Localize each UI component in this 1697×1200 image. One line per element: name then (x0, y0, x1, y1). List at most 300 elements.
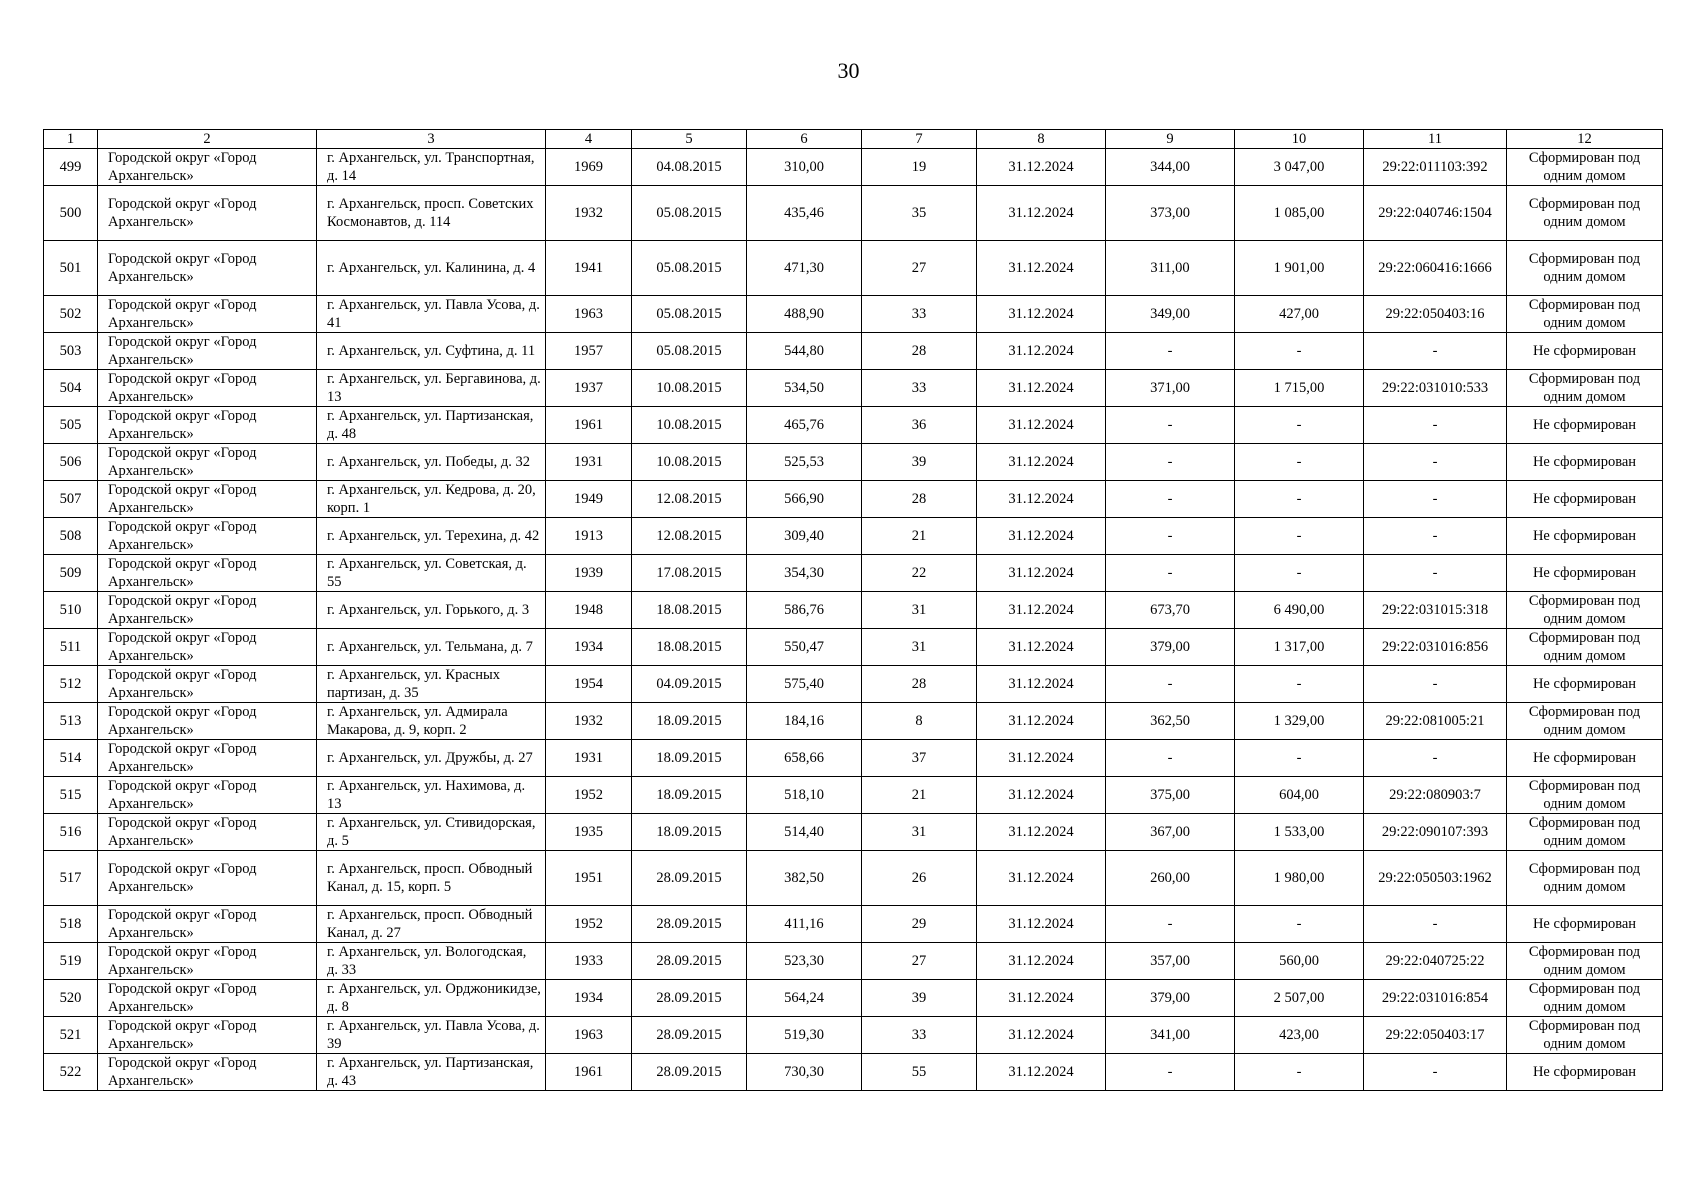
municipality-cell: Городской округ «Город Архангельск» (98, 333, 317, 370)
address-cell: г. Архангельск, ул. Кедрова, д. 20, корп. 1 (317, 481, 546, 518)
address-cell: г. Архангельск, ул. Терехина, д. 42 (317, 518, 546, 555)
municipality-cell: Городской округ «Город Архангельск» (98, 740, 317, 777)
land-plot-area-cell: - (1235, 555, 1364, 592)
recognition-date-cell: 04.09.2015 (632, 666, 747, 703)
land-area-cell: 373,00 (1106, 186, 1235, 241)
row-number-cell: 518 (44, 906, 98, 943)
cadastral-number-cell: 29:22:060416:1666 (1364, 241, 1507, 296)
address-cell: г. Архангельск, ул. Советская, д. 55 (317, 555, 546, 592)
column-header: 3 (317, 130, 546, 149)
land-plot-area-cell: 3 047,00 (1235, 149, 1364, 186)
municipality-cell: Городской округ «Город Архангельск» (98, 296, 317, 333)
residents-count-cell: 31 (862, 629, 977, 666)
year-built-cell: 1949 (546, 481, 632, 518)
land-status-cell: Сформирован под одним домом (1507, 241, 1663, 296)
land-area-cell: - (1106, 1054, 1235, 1091)
residents-count-cell: 28 (862, 666, 977, 703)
page-number: 30 (837, 58, 860, 83)
column-header: 8 (977, 130, 1106, 149)
row-number-cell: 508 (44, 518, 98, 555)
year-built-cell: 1934 (546, 980, 632, 1017)
address-cell: г. Архангельск, ул. Павла Усова, д. 41 (317, 296, 546, 333)
address-cell: г. Архангельск, ул. Калинина, д. 4 (317, 241, 546, 296)
land-area-cell: - (1106, 555, 1235, 592)
column-header: 6 (747, 130, 862, 149)
municipality-cell: Городской округ «Город Архангельск» (98, 703, 317, 740)
year-built-cell: 1933 (546, 943, 632, 980)
table-row (44, 740, 1663, 777)
table-row (44, 777, 1663, 814)
cadastral-number-cell: 29:22:031016:856 (1364, 629, 1507, 666)
residents-count-cell: 22 (862, 555, 977, 592)
land-area-cell: 341,00 (1106, 1017, 1235, 1054)
column-header: 2 (98, 130, 317, 149)
address-cell: г. Архангельск, ул. Адмирала Макарова, д. 9, корп. 2 (317, 703, 546, 740)
address-cell: г. Архангельск, ул. Горького, д. 3 (317, 592, 546, 629)
resettlement-deadline-cell: 31.12.2024 (977, 740, 1106, 777)
land-plot-area-cell: - (1235, 444, 1364, 481)
address-cell: г. Архангельск, ул. Орджоникидзе, д. 8 (317, 980, 546, 1017)
cadastral-number-cell: 29:22:040725:22 (1364, 943, 1507, 980)
recognition-date-cell: 05.08.2015 (632, 333, 747, 370)
address-cell: г. Архангельск, ул. Суфтина, д. 11 (317, 333, 546, 370)
row-number-cell: 512 (44, 666, 98, 703)
table-row (44, 943, 1663, 980)
row-number-cell: 513 (44, 703, 98, 740)
table-row (44, 1017, 1663, 1054)
year-built-cell: 1932 (546, 703, 632, 740)
table-row (44, 629, 1663, 666)
municipality-cell: Городской округ «Город Архангельск» (98, 980, 317, 1017)
land-status-cell: Не сформирован (1507, 1054, 1663, 1091)
table-row (44, 666, 1663, 703)
municipality-cell: Городской округ «Город Архангельск» (98, 241, 317, 296)
municipality-cell: Городской округ «Город Архангельск» (98, 851, 317, 906)
resettlement-deadline-cell: 31.12.2024 (977, 777, 1106, 814)
land-status-cell: Сформирован под одним домом (1507, 814, 1663, 851)
resettlement-deadline-cell: 31.12.2024 (977, 851, 1106, 906)
cadastral-number-cell: 29:22:080903:7 (1364, 777, 1507, 814)
land-area-cell: 311,00 (1106, 241, 1235, 296)
land-status-cell: Не сформирован (1507, 518, 1663, 555)
cadastral-number-cell: - (1364, 444, 1507, 481)
year-built-cell: 1952 (546, 777, 632, 814)
living-area-cell: 586,76 (747, 592, 862, 629)
column-header: 5 (632, 130, 747, 149)
recognition-date-cell: 05.08.2015 (632, 186, 747, 241)
cadastral-number-cell: 29:22:031016:854 (1364, 980, 1507, 1017)
table-row (44, 444, 1663, 481)
residents-count-cell: 27 (862, 943, 977, 980)
land-status-cell: Не сформирован (1507, 906, 1663, 943)
row-number-cell: 505 (44, 407, 98, 444)
recognition-date-cell: 18.08.2015 (632, 592, 747, 629)
row-number-cell: 501 (44, 241, 98, 296)
recognition-date-cell: 05.08.2015 (632, 241, 747, 296)
resettlement-deadline-cell: 31.12.2024 (977, 444, 1106, 481)
land-status-cell: Не сформирован (1507, 666, 1663, 703)
cadastral-number-cell: 29:22:090107:393 (1364, 814, 1507, 851)
resettlement-deadline-cell: 31.12.2024 (977, 481, 1106, 518)
living-area-cell: 544,80 (747, 333, 862, 370)
recognition-date-cell: 18.09.2015 (632, 740, 747, 777)
cadastral-number-cell: 29:22:011103:392 (1364, 149, 1507, 186)
row-number-cell: 520 (44, 980, 98, 1017)
table-row (44, 814, 1663, 851)
cadastral-number-cell: 29:22:050503:1962 (1364, 851, 1507, 906)
land-area-cell: 344,00 (1106, 149, 1235, 186)
recognition-date-cell: 18.09.2015 (632, 777, 747, 814)
living-area-cell: 564,24 (747, 980, 862, 1017)
address-cell: г. Архангельск, просп. Советских Космонавтов, д. 114 (317, 186, 546, 241)
residents-count-cell: 39 (862, 980, 977, 1017)
address-cell: г. Архангельск, ул. Дружбы, д. 27 (317, 740, 546, 777)
residents-count-cell: 33 (862, 1017, 977, 1054)
land-status-cell: Сформирован под одним домом (1507, 851, 1663, 906)
cadastral-number-cell: 29:22:031015:318 (1364, 592, 1507, 629)
living-area-cell: 465,76 (747, 407, 862, 444)
recognition-date-cell: 12.08.2015 (632, 481, 747, 518)
year-built-cell: 1963 (546, 1017, 632, 1054)
address-cell: г. Архангельск, ул. Тельмана, д. 7 (317, 629, 546, 666)
municipality-cell: Городской округ «Город Архангельск» (98, 407, 317, 444)
land-plot-area-cell: - (1235, 906, 1364, 943)
table-row (44, 481, 1663, 518)
land-plot-area-cell: - (1235, 666, 1364, 703)
resettlement-deadline-cell: 31.12.2024 (977, 666, 1106, 703)
row-number-cell: 519 (44, 943, 98, 980)
column-header: 7 (862, 130, 977, 149)
land-plot-area-cell: 1 317,00 (1235, 629, 1364, 666)
cadastral-number-cell: 29:22:040746:1504 (1364, 186, 1507, 241)
municipality-cell: Городской округ «Город Архангельск» (98, 906, 317, 943)
resettlement-deadline-cell: 31.12.2024 (977, 333, 1106, 370)
resettlement-deadline-cell: 31.12.2024 (977, 149, 1106, 186)
land-plot-area-cell: - (1235, 407, 1364, 444)
municipality-cell: Городской округ «Город Архангельск» (98, 481, 317, 518)
land-area-cell: 362,50 (1106, 703, 1235, 740)
land-status-cell: Сформирован под одним домом (1507, 980, 1663, 1017)
residents-count-cell: 35 (862, 186, 977, 241)
resettlement-deadline-cell: 31.12.2024 (977, 241, 1106, 296)
column-header: 10 (1235, 130, 1364, 149)
living-area-cell: 658,66 (747, 740, 862, 777)
row-number-cell: 507 (44, 481, 98, 518)
column-header: 4 (546, 130, 632, 149)
living-area-cell: 411,16 (747, 906, 862, 943)
land-status-cell: Не сформирован (1507, 444, 1663, 481)
living-area-cell: 310,00 (747, 149, 862, 186)
land-status-cell: Сформирован под одним домом (1507, 296, 1663, 333)
year-built-cell: 1952 (546, 906, 632, 943)
resettlement-deadline-cell: 31.12.2024 (977, 1054, 1106, 1091)
row-number-cell: 514 (44, 740, 98, 777)
table-row (44, 592, 1663, 629)
column-header: 1 (44, 130, 98, 149)
residents-count-cell: 39 (862, 444, 977, 481)
resettlement-deadline-cell: 31.12.2024 (977, 407, 1106, 444)
living-area-cell: 575,40 (747, 666, 862, 703)
table-row (44, 703, 1663, 740)
row-number-cell: 504 (44, 370, 98, 407)
address-cell: г. Архангельск, ул. Красных партизан, д. 35 (317, 666, 546, 703)
land-status-cell: Сформирован под одним домом (1507, 629, 1663, 666)
living-area-cell: 519,30 (747, 1017, 862, 1054)
land-area-cell: - (1106, 666, 1235, 703)
land-status-cell: Сформирован под одним домом (1507, 186, 1663, 241)
cadastral-number-cell: - (1364, 740, 1507, 777)
recognition-date-cell: 10.08.2015 (632, 444, 747, 481)
residents-count-cell: 27 (862, 241, 977, 296)
living-area-cell: 523,30 (747, 943, 862, 980)
land-area-cell: 371,00 (1106, 370, 1235, 407)
resettlement-deadline-cell: 31.12.2024 (977, 980, 1106, 1017)
resettlement-deadline-cell: 31.12.2024 (977, 1017, 1106, 1054)
table-row (44, 980, 1663, 1017)
land-plot-area-cell: 560,00 (1235, 943, 1364, 980)
municipality-cell: Городской округ «Город Архангельск» (98, 555, 317, 592)
cadastral-number-cell: 29:22:031010:533 (1364, 370, 1507, 407)
municipality-cell: Городской округ «Город Архангельск» (98, 444, 317, 481)
land-area-cell: - (1106, 333, 1235, 370)
table-row (44, 241, 1663, 296)
recognition-date-cell: 28.09.2015 (632, 851, 747, 906)
resettlement-deadline-cell: 31.12.2024 (977, 186, 1106, 241)
land-plot-area-cell: 1 980,00 (1235, 851, 1364, 906)
land-area-cell: - (1106, 740, 1235, 777)
resettlement-deadline-cell: 31.12.2024 (977, 555, 1106, 592)
recognition-date-cell: 18.09.2015 (632, 703, 747, 740)
year-built-cell: 1969 (546, 149, 632, 186)
land-plot-area-cell: 423,00 (1235, 1017, 1364, 1054)
row-number-cell: 516 (44, 814, 98, 851)
table-header (44, 130, 1663, 149)
year-built-cell: 1961 (546, 1054, 632, 1091)
row-number-cell: 510 (44, 592, 98, 629)
row-number-cell: 511 (44, 629, 98, 666)
living-area-cell: 354,30 (747, 555, 862, 592)
resettlement-deadline-cell: 31.12.2024 (977, 518, 1106, 555)
land-area-cell: 349,00 (1106, 296, 1235, 333)
year-built-cell: 1939 (546, 555, 632, 592)
land-status-cell: Не сформирован (1507, 481, 1663, 518)
land-plot-area-cell: 427,00 (1235, 296, 1364, 333)
table-row (44, 555, 1663, 592)
year-built-cell: 1963 (546, 296, 632, 333)
land-status-cell: Сформирован под одним домом (1507, 703, 1663, 740)
land-area-cell: 375,00 (1106, 777, 1235, 814)
land-plot-area-cell: - (1235, 481, 1364, 518)
table-body (44, 149, 1663, 1091)
residents-count-cell: 37 (862, 740, 977, 777)
residents-count-cell: 31 (862, 814, 977, 851)
recognition-date-cell: 18.08.2015 (632, 629, 747, 666)
land-area-cell: 260,00 (1106, 851, 1235, 906)
recognition-date-cell: 28.09.2015 (632, 906, 747, 943)
row-number-cell: 517 (44, 851, 98, 906)
cadastral-number-cell: - (1364, 555, 1507, 592)
municipality-cell: Городской округ «Город Архангельск» (98, 629, 317, 666)
residents-count-cell: 33 (862, 370, 977, 407)
housing-registry-table (43, 129, 1663, 1091)
row-number-cell: 502 (44, 296, 98, 333)
land-area-cell: 673,70 (1106, 592, 1235, 629)
residents-count-cell: 26 (862, 851, 977, 906)
land-status-cell: Не сформирован (1507, 407, 1663, 444)
municipality-cell: Городской округ «Город Архангельск» (98, 666, 317, 703)
land-status-cell: Не сформирован (1507, 333, 1663, 370)
land-plot-area-cell: - (1235, 518, 1364, 555)
land-status-cell: Сформирован под одним домом (1507, 943, 1663, 980)
land-plot-area-cell: 1 715,00 (1235, 370, 1364, 407)
resettlement-deadline-cell: 31.12.2024 (977, 703, 1106, 740)
column-header: 9 (1106, 130, 1235, 149)
municipality-cell: Городской округ «Город Архангельск» (98, 592, 317, 629)
table-row (44, 407, 1663, 444)
municipality-cell: Городской округ «Город Архангельск» (98, 370, 317, 407)
land-area-cell: - (1106, 481, 1235, 518)
residents-count-cell: 33 (862, 296, 977, 333)
address-cell: г. Архангельск, ул. Павла Усова, д. 39 (317, 1017, 546, 1054)
year-built-cell: 1941 (546, 241, 632, 296)
living-area-cell: 730,30 (747, 1054, 862, 1091)
land-area-cell: 357,00 (1106, 943, 1235, 980)
municipality-cell: Городской округ «Город Архангельск» (98, 943, 317, 980)
year-built-cell: 1954 (546, 666, 632, 703)
cadastral-number-cell: - (1364, 906, 1507, 943)
address-cell: г. Архангельск, ул. Партизанская, д. 43 (317, 1054, 546, 1091)
cadastral-number-cell: - (1364, 1054, 1507, 1091)
living-area-cell: 488,90 (747, 296, 862, 333)
year-built-cell: 1948 (546, 592, 632, 629)
residents-count-cell: 28 (862, 333, 977, 370)
living-area-cell: 518,10 (747, 777, 862, 814)
residents-count-cell: 29 (862, 906, 977, 943)
land-plot-area-cell: 2 507,00 (1235, 980, 1364, 1017)
year-built-cell: 1937 (546, 370, 632, 407)
land-plot-area-cell: 1 329,00 (1235, 703, 1364, 740)
resettlement-deadline-cell: 31.12.2024 (977, 943, 1106, 980)
row-number-cell: 509 (44, 555, 98, 592)
resettlement-deadline-cell: 31.12.2024 (977, 592, 1106, 629)
residents-count-cell: 28 (862, 481, 977, 518)
residents-count-cell: 21 (862, 518, 977, 555)
recognition-date-cell: 17.08.2015 (632, 555, 747, 592)
land-area-cell: 379,00 (1106, 629, 1235, 666)
land-status-cell: Не сформирован (1507, 740, 1663, 777)
column-header: 12 (1507, 130, 1663, 149)
year-built-cell: 1934 (546, 629, 632, 666)
residents-count-cell: 31 (862, 592, 977, 629)
table-row (44, 1054, 1663, 1091)
cadastral-number-cell: 29:22:050403:17 (1364, 1017, 1507, 1054)
living-area-cell: 550,47 (747, 629, 862, 666)
living-area-cell: 534,50 (747, 370, 862, 407)
recognition-date-cell: 28.09.2015 (632, 943, 747, 980)
land-status-cell: Сформирован под одним домом (1507, 1017, 1663, 1054)
recognition-date-cell: 28.09.2015 (632, 980, 747, 1017)
recognition-date-cell: 12.08.2015 (632, 518, 747, 555)
table-row (44, 370, 1663, 407)
land-plot-area-cell: - (1235, 333, 1364, 370)
row-number-cell: 499 (44, 149, 98, 186)
row-number-cell: 515 (44, 777, 98, 814)
year-built-cell: 1957 (546, 333, 632, 370)
land-plot-area-cell: 1 533,00 (1235, 814, 1364, 851)
land-plot-area-cell: 1 901,00 (1235, 241, 1364, 296)
land-area-cell: - (1106, 518, 1235, 555)
municipality-cell: Городской округ «Город Архангельск» (98, 814, 317, 851)
row-number-cell: 506 (44, 444, 98, 481)
cadastral-number-cell: - (1364, 333, 1507, 370)
municipality-cell: Городской округ «Город Архангельск» (98, 149, 317, 186)
year-built-cell: 1913 (546, 518, 632, 555)
year-built-cell: 1961 (546, 407, 632, 444)
year-built-cell: 1951 (546, 851, 632, 906)
living-area-cell: 566,90 (747, 481, 862, 518)
land-plot-area-cell: 604,00 (1235, 777, 1364, 814)
address-cell: г. Архангельск, ул. Победы, д. 32 (317, 444, 546, 481)
land-status-cell: Сформирован под одним домом (1507, 149, 1663, 186)
living-area-cell: 514,40 (747, 814, 862, 851)
cadastral-number-cell: - (1364, 518, 1507, 555)
row-number-cell: 500 (44, 186, 98, 241)
municipality-cell: Городской округ «Город Архангельск» (98, 518, 317, 555)
residents-count-cell: 8 (862, 703, 977, 740)
row-number-cell: 503 (44, 333, 98, 370)
land-area-cell: - (1106, 906, 1235, 943)
table-row (44, 906, 1663, 943)
column-header: 11 (1364, 130, 1507, 149)
land-area-cell: 367,00 (1106, 814, 1235, 851)
address-cell: г. Архангельск, ул. Стивидорская, д. 5 (317, 814, 546, 851)
resettlement-deadline-cell: 31.12.2024 (977, 629, 1106, 666)
residents-count-cell: 21 (862, 777, 977, 814)
year-built-cell: 1932 (546, 186, 632, 241)
resettlement-deadline-cell: 31.12.2024 (977, 814, 1106, 851)
living-area-cell: 525,53 (747, 444, 862, 481)
land-status-cell: Сформирован под одним домом (1507, 592, 1663, 629)
table-row (44, 851, 1663, 906)
address-cell: г. Архангельск, ул. Партизанская, д. 48 (317, 407, 546, 444)
address-cell: г. Архангельск, просп. Обводный Канал, д. 15, корп. 5 (317, 851, 546, 906)
cadastral-number-cell: - (1364, 407, 1507, 444)
recognition-date-cell: 04.08.2015 (632, 149, 747, 186)
cadastral-number-cell: 29:22:081005:21 (1364, 703, 1507, 740)
land-area-cell: - (1106, 444, 1235, 481)
address-cell: г. Архангельск, ул. Вологодская, д. 33 (317, 943, 546, 980)
cadastral-number-cell: 29:22:050403:16 (1364, 296, 1507, 333)
recognition-date-cell: 10.08.2015 (632, 407, 747, 444)
table-row (44, 333, 1663, 370)
land-plot-area-cell: 6 490,00 (1235, 592, 1364, 629)
year-built-cell: 1935 (546, 814, 632, 851)
residents-count-cell: 36 (862, 407, 977, 444)
table-row (44, 149, 1663, 186)
recognition-date-cell: 05.08.2015 (632, 296, 747, 333)
row-number-cell: 521 (44, 1017, 98, 1054)
row-number-cell: 522 (44, 1054, 98, 1091)
table-row (44, 296, 1663, 333)
cadastral-number-cell: - (1364, 666, 1507, 703)
land-status-cell: Не сформирован (1507, 555, 1663, 592)
table-row (44, 518, 1663, 555)
living-area-cell: 309,40 (747, 518, 862, 555)
address-cell: г. Архангельск, ул. Транспортная, д. 14 (317, 149, 546, 186)
address-cell: г. Архангельск, ул. Нахимова, д. 13 (317, 777, 546, 814)
municipality-cell: Городской округ «Город Архангельск» (98, 1054, 317, 1091)
table-row (44, 186, 1663, 241)
